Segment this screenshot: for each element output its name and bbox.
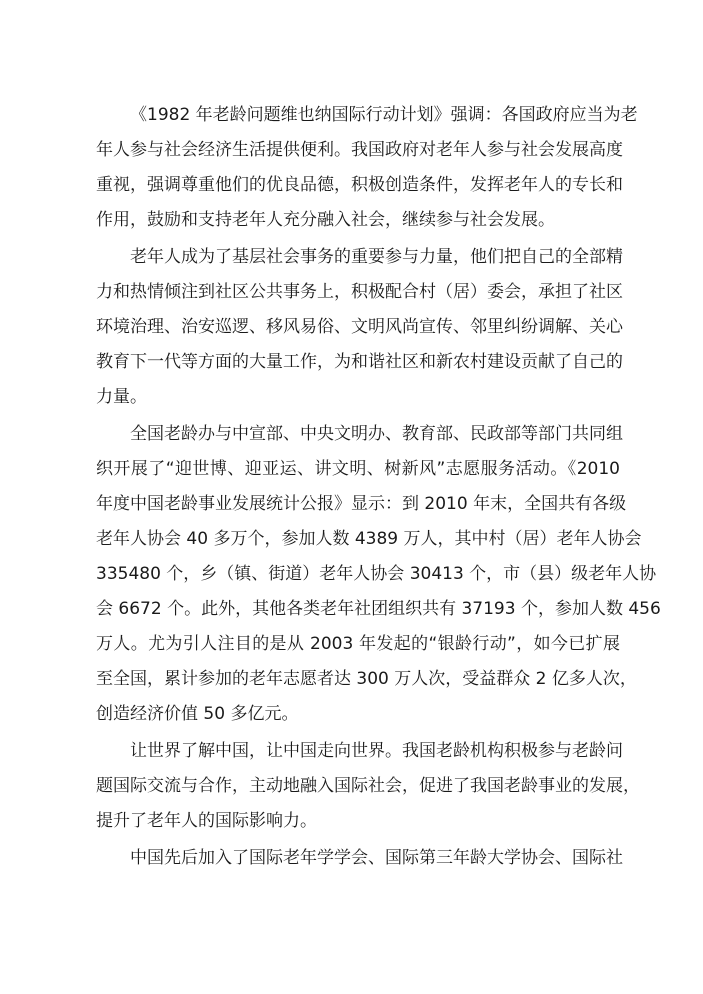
text-line: 中国先后加入了国际老年学学会、国际第三年龄大学协会、国际社 (130, 848, 623, 868)
text-line: 题国际交流与合作，主动地融入国际社会，促进了我国老龄事业的发展， (96, 776, 640, 796)
text-line: 环境治理、治安巡逻、移风易俗、文明风尚宣传、邻里纠纷调解、关心 (96, 317, 623, 337)
text-line: 年度中国老龄事业发展统计公报》显示：到 2010 年末，全国共有各级 (96, 494, 627, 514)
text-line: 老年人协会 40 多万个，参加人数 4389 万人，其中村（居）老年人协会 (96, 529, 642, 549)
text-line: 作用，鼓励和支持老年人充分融入社会，继续参与社会发展。 (96, 210, 555, 230)
text-line: 会 6672 个。此外，其他各类老年社团组织共有 37193 个，参加人数 456 (96, 599, 661, 619)
text-line: 重视，强调尊重他们的优良品德，积极创造条件，发挥老年人的专长和 (96, 175, 623, 195)
paragraph-4 (96, 734, 640, 839)
text-line: 力和热情倾注到社区公共事务上，积极配合村（居）委会，承担了社区 (96, 282, 623, 302)
text-line: 全国老龄办与中宣部、中央文明办、教育部、民政部等部门共同组 (130, 424, 623, 444)
paragraph-1 (96, 98, 638, 238)
text-line: 年人参与社会经济生活提供便利。我国政府对老年人参与社会发展高度 (96, 140, 623, 160)
text-line: 335480 个，乡（镇、街道）老年人协会 30413 个，市（县）级老年人协 (96, 564, 657, 584)
text-line: 力量。 (96, 387, 147, 407)
text-line: 《1982 年老龄问题维也纳国际行动计划》强调：各国政府应当为老 (130, 105, 638, 125)
text-line: 让世界了解中国，让中国走向世界。我国老龄机构积极参与老龄问 (130, 741, 623, 761)
text-line: 教育下一代等方面的大量工作，为和谐社区和新农村建设贡献了自己的 (96, 352, 623, 372)
text-line: 至全国，累计参加的老年志愿者达 300 万人次，受益群众 2 亿多人次， (96, 669, 637, 689)
text-line: 万人。尤为引人注目的是从 2003 年发起的“银龄行动”，如今已扩展 (96, 634, 620, 654)
text-line: 织开展了“迎世博、迎亚运、讲文明、树新风”志愿服务活动。《2010 (96, 459, 620, 479)
text-line: 老年人成为了基层社会事务的重要参与力量，他们把自己的全部精 (130, 247, 623, 267)
paragraph-5 (96, 841, 623, 876)
document-page (96, 98, 661, 878)
text-line: 创造经济价值 50 多亿元。 (96, 704, 299, 724)
paragraph-3 (96, 417, 661, 732)
paragraph-2 (96, 240, 623, 415)
text-line: 提升了老年人的国际影响力。 (96, 811, 317, 831)
